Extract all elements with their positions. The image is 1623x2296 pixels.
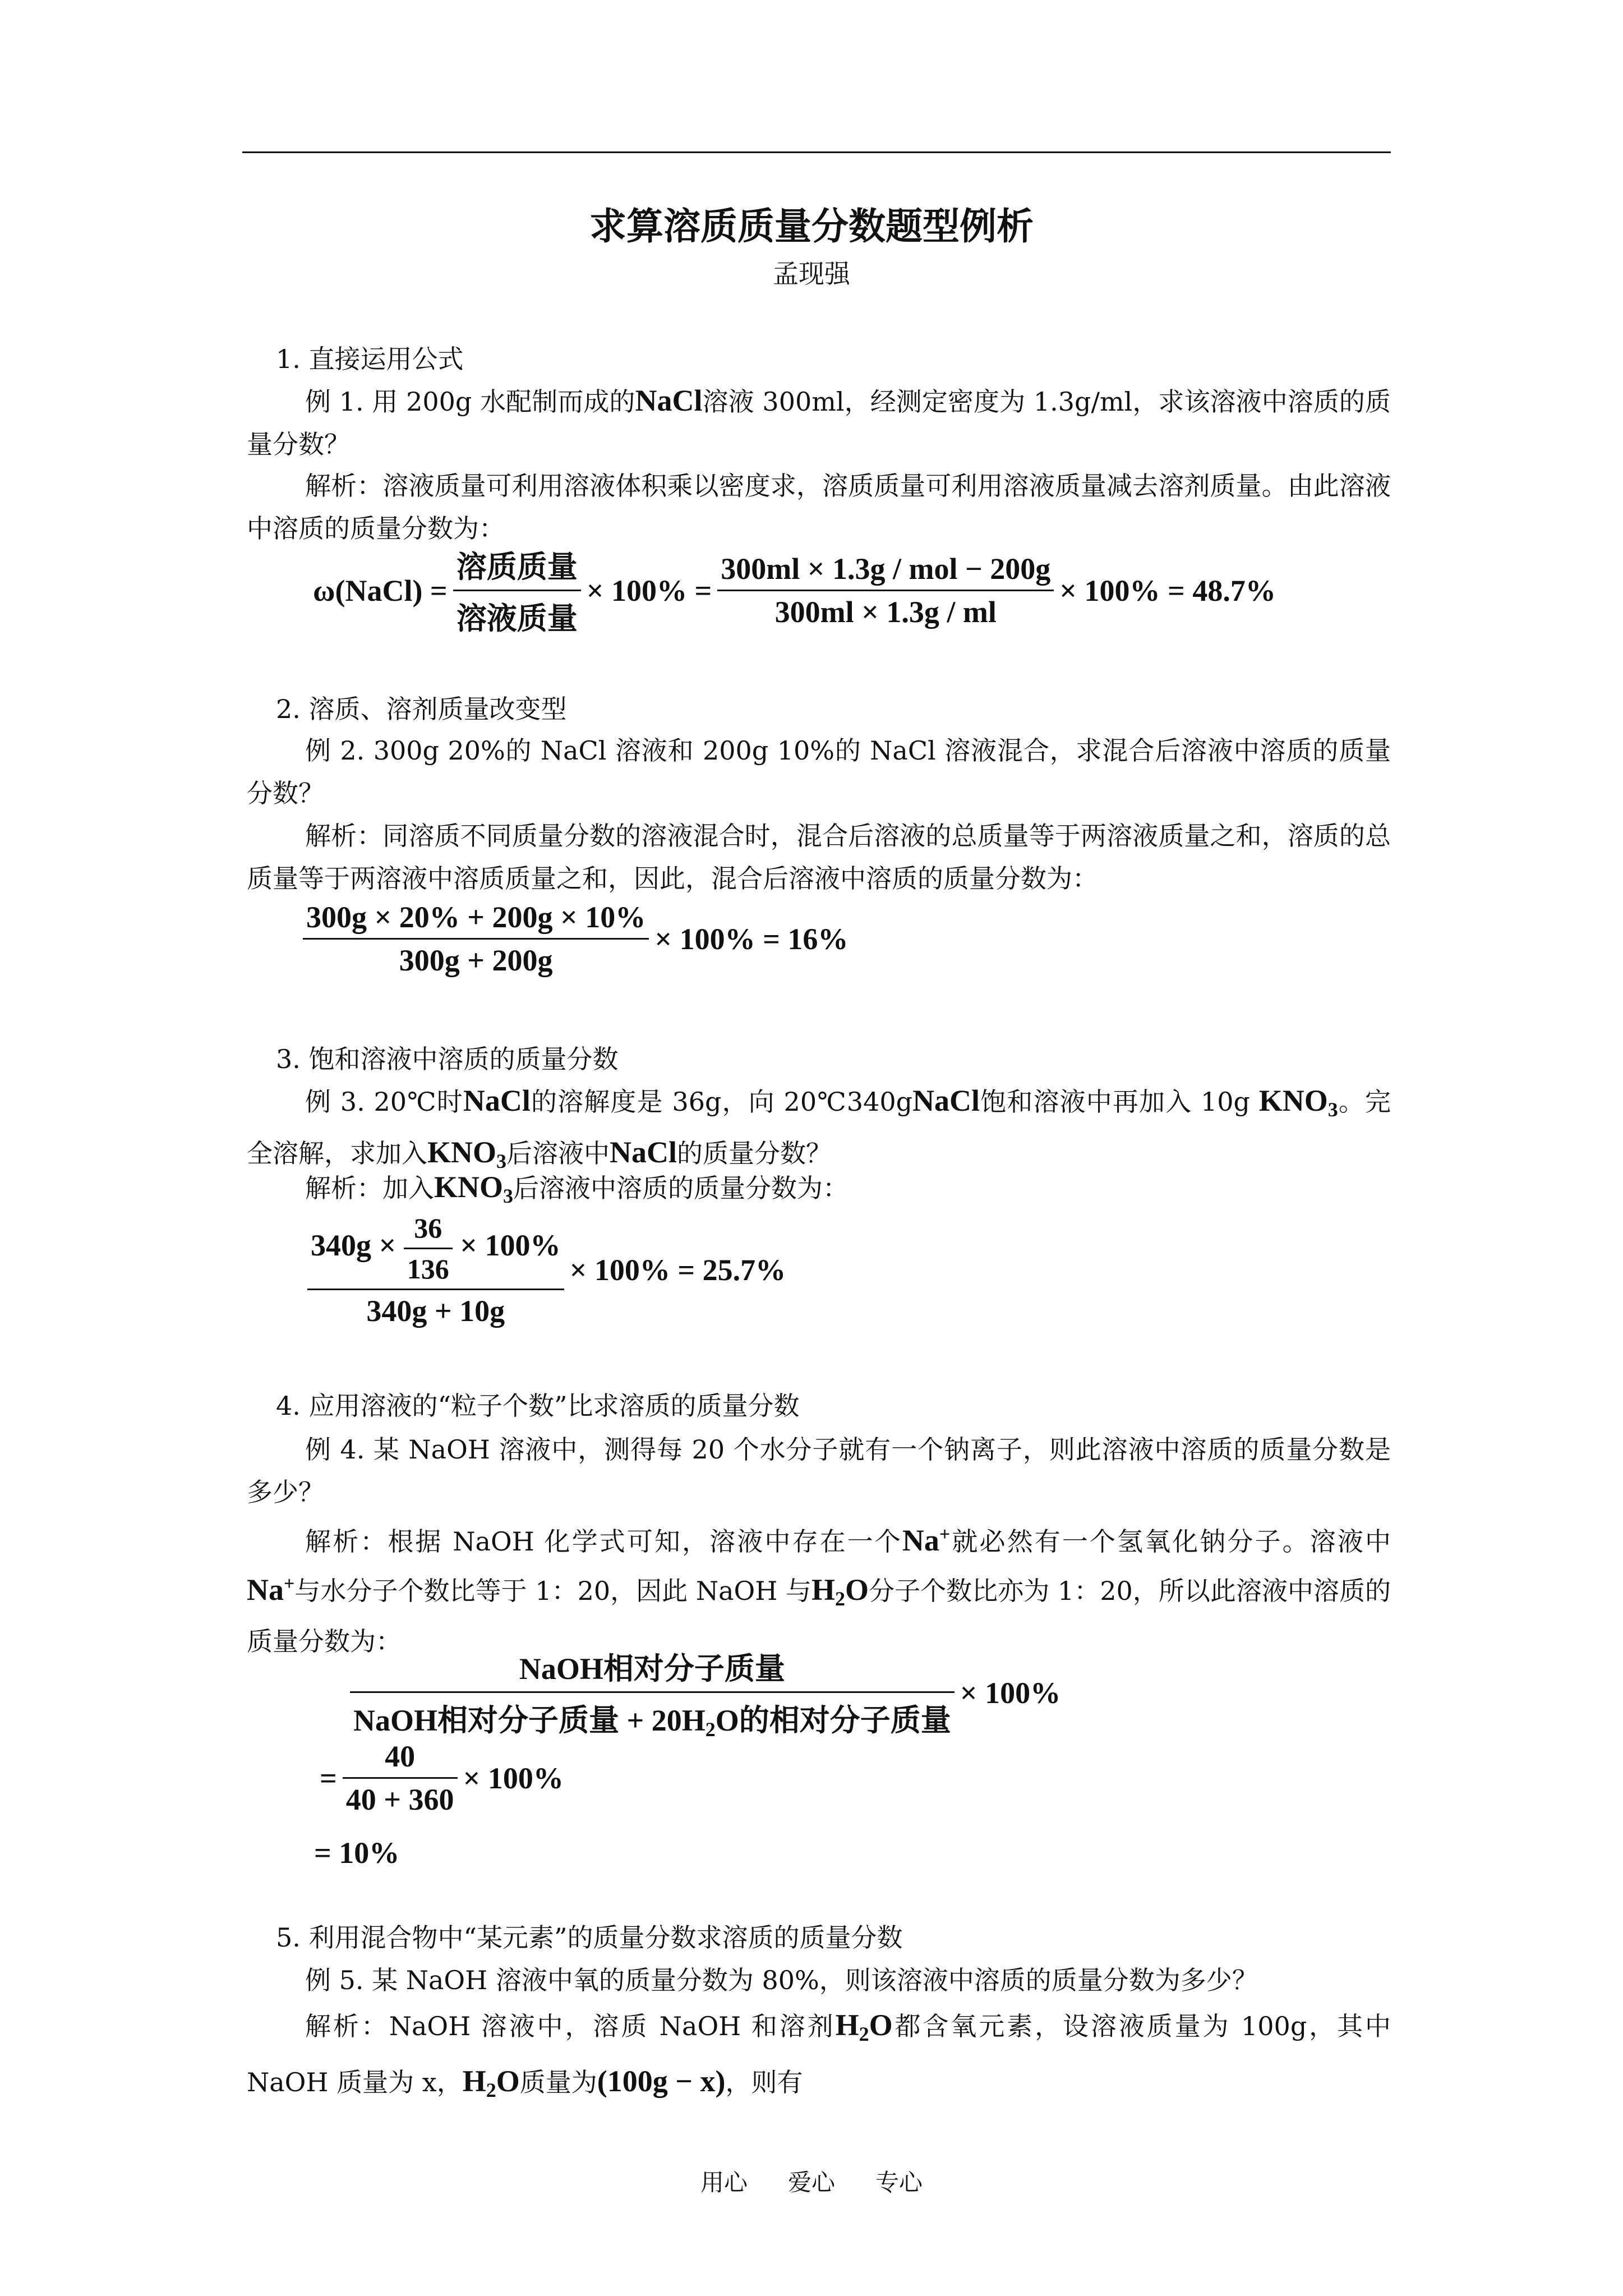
water-o: O [845, 1573, 869, 1607]
formula-3-inner-den: 136 [404, 1248, 453, 1285]
formula-1-num-a: 溶质质量 [456, 550, 578, 584]
section-1-heading: 1. 直接运用公式 [276, 344, 464, 374]
formula-4-line-2 [314, 1739, 569, 1817]
kno3-subscript: 3 [503, 1185, 514, 1207]
formula-4-frac-2 [343, 1739, 458, 1817]
analysis-5 [247, 2001, 1391, 2114]
formula-3-den: 340g + 10g [307, 1289, 564, 1328]
example-3-text-c: 饱和溶液中再加入 10g [980, 1087, 1250, 1117]
example-3-text-d: 。完全溶解，求加入 [247, 1087, 1391, 1168]
kno3-main: KNO [1258, 1084, 1328, 1117]
formula-4-num: NaOH相对分子质量 [519, 1652, 785, 1686]
formula-4-den-b: O的相对分子质量 [715, 1704, 951, 1737]
formula-4-den-a: NaOH相对分子质量 + 20H [353, 1704, 706, 1737]
section-5-heading: 5. 利用混合物中“某元素”的质量分数求溶质的质量分数 [276, 1922, 903, 1953]
kno3-subscript: 3 [496, 1150, 507, 1172]
water-h: H [462, 2064, 486, 2098]
example-4: 例 4. 某 NaOH 溶液中，测得每 20 个水分子就有一个钠离子，则此溶液中溶质的质量分数是多少？ [247, 1434, 1391, 1507]
formula-2 [303, 900, 854, 978]
water-formula [811, 1573, 869, 1610]
formula-3-num-a: 340g × [311, 1228, 396, 1262]
formula-4-den-2: 40 + 360 [343, 1777, 458, 1817]
water-subscript: 2 [859, 2023, 869, 2045]
water-h: H [811, 1573, 836, 1607]
nacl-formula: NaCl [912, 1084, 980, 1117]
kno3-main: KNO [427, 1135, 497, 1169]
footer-word-3: 专心 [875, 2169, 923, 2196]
formula-1-mid: × 100% = [586, 573, 712, 608]
formula-3-inner-num: 36 [414, 1212, 442, 1244]
water-subscript: 2 [486, 2079, 496, 2101]
section-4-heading: 4. 应用溶液的“粒子个数”比求溶质的质量分数 [276, 1391, 800, 1421]
formula-3-result: × 100% = 25.7% [569, 1253, 786, 1287]
page-footer [0, 2164, 1623, 2198]
formula-4-line-3: = 10% [314, 1836, 400, 1870]
analysis-5-text-c: 质量为 [519, 2067, 597, 2097]
kno3-subscript: 3 [1327, 1098, 1338, 1121]
formula-1-lhs: ω(NaCl) = [313, 573, 448, 608]
na-main: Na [902, 1524, 939, 1557]
formula-1-frac-a [453, 543, 581, 638]
analysis-4 [247, 1513, 1391, 1663]
water-formula [462, 2064, 520, 2101]
water-subscript: 2 [835, 1588, 846, 1610]
analysis-3-text-a: 解析：加入 [305, 1173, 434, 1203]
example-3-text-a: 例 3. 20℃时 [305, 1087, 463, 1117]
analysis-5-text-b: 都含氧元素，设溶液质量为 100g，其中 NaOH 质量为 x， [247, 2011, 1391, 2097]
formula-4-line-2-end: × 100% [463, 1761, 564, 1795]
author-name: 孟现强 [773, 259, 850, 289]
formula-3 [307, 1212, 791, 1328]
example-1-text-a: 例 1. 用 200g 水配制而成的 [305, 386, 635, 417]
page-title: 求算溶质质量分数题型例析 [589, 204, 1034, 248]
na-charge: + [284, 1573, 295, 1594]
formula-3-num-b: × 100% [460, 1228, 561, 1262]
example-3-text-f: 的质量分数？ [677, 1138, 832, 1168]
formula-4-equals: = [320, 1761, 337, 1795]
analysis-3 [247, 1166, 1391, 1217]
example-1 [247, 379, 1391, 466]
na-ion-formula [902, 1524, 950, 1557]
formula-2-result: × 100% = 16% [654, 922, 849, 956]
example-3-text-b: 的溶解度是 36g，向 20℃340g [530, 1087, 913, 1117]
formula-4-den-subscript: 2 [705, 1718, 716, 1741]
formula-3-frac [307, 1212, 564, 1328]
analysis-1: 解析：溶液质量可利用溶液体积乘以密度求，溶质质量可利用溶液质量减去溶剂质量。由此溶液中溶质的质量分数为： [247, 471, 1391, 544]
section-2-heading: 2. 溶质、溶剂质量改变型 [276, 694, 567, 724]
water-mass-expression: (100g − x) [597, 2064, 726, 2098]
formula-2-frac [303, 900, 649, 978]
section-3-heading: 3. 饱和溶液中溶质的质量分数 [276, 1044, 619, 1074]
na-charge: + [939, 1524, 951, 1545]
nacl-formula: NaCl [463, 1084, 531, 1117]
nacl-formula: NaCl [610, 1135, 677, 1169]
na-ion-formula [247, 1573, 294, 1607]
water-h: H [835, 2008, 859, 2042]
footer-word-2: 爱心 [787, 2169, 835, 2196]
kno3-formula [434, 1170, 514, 1207]
analysis-5-text-d: ，则有 [725, 2067, 803, 2097]
example-5: 例 5. 某 NaOH 溶液中氧的质量分数为 80%，则该溶液中溶质的质量分数为多少？ [305, 1965, 1258, 1995]
water-o: O [869, 2008, 893, 2042]
formula-1-den-b: 300ml × 1.3g / ml [717, 590, 1054, 629]
formula-4-line-1 [350, 1645, 1066, 1741]
header-rule [242, 151, 1391, 153]
formula-2-num: 300g × 20% + 200g × 10% [306, 900, 646, 934]
analysis-4-text-d: 分子个数比亦为 1：20，所以此溶液中溶质的质量分数为： [247, 1576, 1391, 1657]
analysis-3-text-b: 后溶液中溶质的质量分数为： [513, 1173, 849, 1203]
footer-word-1: 用心 [700, 2169, 748, 2196]
formula-1-den-a: 溶液质量 [453, 590, 581, 638]
water-o: O [496, 2064, 520, 2098]
analysis-4-text-b: 就必然有一个氢氧化钠分子。溶液中 [950, 1526, 1391, 1557]
water-formula [835, 2008, 893, 2045]
analysis-4-text-c: 与水分子个数比等于 1：20，因此 NaOH 与 [294, 1576, 812, 1606]
analysis-4-text-a: 解析：根据 NaOH 化学式可知，溶液中存在一个 [305, 1526, 902, 1557]
example-1-text-b: 溶液 300ml，经测定密度为 1.3g/ml，求该溶液中溶质的质量分数？ [247, 386, 1391, 459]
analysis-2: 解析：同溶质不同质量分数的溶液混合时，混合后溶液的总质量等于两溶液质量之和，溶质的总质量等于两溶液中溶质质量之和，因此，混合后溶液中溶质的质量分数为： [247, 821, 1391, 894]
formula-4-frac [350, 1645, 955, 1741]
formula-1-num-b: 300ml × 1.3g / mol − 200g [721, 552, 1051, 586]
analysis-5-text-a: 解析：NaOH 溶液中，溶质 NaOH 和溶剂 [305, 2011, 836, 2041]
formula-4-den [350, 1691, 955, 1741]
formula-1-result: × 100% = 48.7% [1059, 573, 1276, 608]
formula-1-frac-b [717, 551, 1054, 629]
na-main: Na [247, 1573, 284, 1607]
formula-2-den: 300g + 200g [303, 938, 649, 978]
kno3-main: KNO [434, 1170, 504, 1204]
formula-4-num-2: 40 [385, 1740, 416, 1773]
kno3-formula [1258, 1084, 1338, 1121]
formula-3-num [307, 1212, 564, 1289]
formula-3-inner-frac [404, 1212, 453, 1285]
formula-4-line-1-end: × 100% [960, 1676, 1061, 1710]
example-3-text-e: 后溶液中 [506, 1138, 610, 1168]
kno3-formula [427, 1135, 507, 1172]
formula-1 [307, 543, 1281, 638]
nacl-formula: NaCl [635, 384, 703, 417]
example-2: 例 2. 300g 20%的 NaCl 溶液和 200g 10%的 NaCl 溶液混合，求混合后溶液中溶质的质量分数？ [247, 735, 1391, 808]
